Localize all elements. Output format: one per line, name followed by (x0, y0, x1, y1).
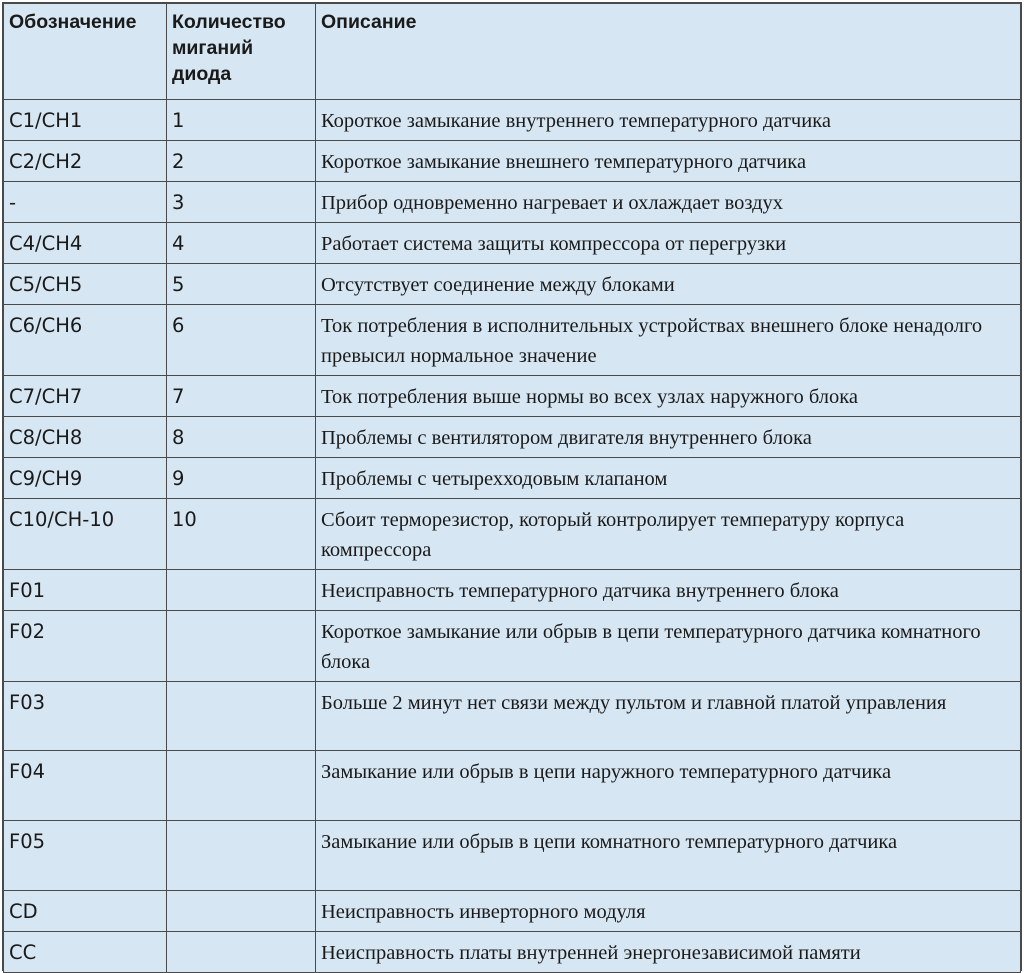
table-row (4, 264, 1021, 305)
table-row (4, 570, 1021, 611)
blink-count-cell (167, 932, 316, 973)
error-code-cell: C1/CH1 (4, 100, 167, 141)
header-description: Описание (316, 4, 1021, 100)
description-cell: Неисправность температурного датчика внутреннего блока (316, 570, 1021, 611)
blink-count-cell: 7 (167, 376, 316, 417)
blink-count-cell: 10 (167, 499, 316, 570)
error-code-cell: C10/CH-10 (4, 499, 167, 570)
error-code-cell: CD (4, 891, 167, 932)
blink-count-cell (167, 682, 316, 751)
description-cell: Замыкание или обрыв в цепи наружного температурного датчика (316, 751, 1021, 821)
description-cell: Ток потребления в исполнительных устройствах внешнего блоке ненадолго превысил нормальное значение (316, 305, 1021, 376)
table-body (4, 100, 1021, 973)
description-cell: Неисправность инверторного модуля (316, 891, 1021, 932)
description-cell: Неисправность платы внутренней энергонезависимой памяти (316, 932, 1021, 973)
blink-count-cell: 1 (167, 100, 316, 141)
table-row (4, 305, 1021, 376)
blink-count-cell: 4 (167, 223, 316, 264)
error-code-cell: - (4, 182, 167, 223)
table-row (4, 223, 1021, 264)
table-header-row (4, 4, 1021, 100)
header-blink-count-line-3: диода (172, 63, 232, 85)
header-blink-count-line-1: Количество (172, 11, 286, 33)
description-cell: Проблемы с вентилятором двигателя внутреннего блока (316, 417, 1021, 458)
table-row (4, 932, 1021, 973)
table-row (4, 891, 1021, 932)
header-blink-count-line-2: миганий (172, 37, 254, 59)
blink-count-cell: 9 (167, 458, 316, 499)
blink-count-cell (167, 891, 316, 932)
table-row (4, 751, 1021, 821)
header-blink-count (167, 4, 316, 100)
description-cell: Короткое замыкание внешнего температурного датчика (316, 141, 1021, 182)
table-row (4, 417, 1021, 458)
table-row (4, 499, 1021, 570)
description-cell: Прибор одновременно нагревает и охлаждает воздух (316, 182, 1021, 223)
table-row (4, 182, 1021, 223)
error-code-cell: C7/CH7 (4, 376, 167, 417)
error-codes-table-container (2, 2, 1022, 971)
table-row (4, 682, 1021, 751)
description-cell: Замыкание или обрыв в цепи комнатного температурного датчика (316, 821, 1021, 891)
error-code-cell: C6/CH6 (4, 305, 167, 376)
blink-count-cell: 5 (167, 264, 316, 305)
error-code-cell: CC (4, 932, 167, 973)
table-row (4, 611, 1021, 682)
table-row (4, 821, 1021, 891)
header-code: Обозначение (4, 4, 167, 100)
error-code-cell: F02 (4, 611, 167, 682)
error-code-cell: C8/CH8 (4, 417, 167, 458)
blink-count-cell (167, 570, 316, 611)
table-row (4, 376, 1021, 417)
description-cell: Работает система защиты компрессора от перегрузки (316, 223, 1021, 264)
description-cell: Ток потребления выше нормы во всех узлах наружного блока (316, 376, 1021, 417)
table-row (4, 100, 1021, 141)
blink-count-cell: 8 (167, 417, 316, 458)
description-cell: Отсутствует соединение между блоками (316, 264, 1021, 305)
error-code-cell: C5/CH5 (4, 264, 167, 305)
description-cell: Короткое замыкание или обрыв в цепи температурного датчика комнатного блока (316, 611, 1021, 682)
blink-count-cell: 3 (167, 182, 316, 223)
table-row (4, 141, 1021, 182)
error-code-cell: F05 (4, 821, 167, 891)
error-code-cell: F04 (4, 751, 167, 821)
error-code-cell: C2/CH2 (4, 141, 167, 182)
blink-count-cell: 6 (167, 305, 316, 376)
blink-count-cell (167, 821, 316, 891)
table-row (4, 458, 1021, 499)
error-code-cell: F01 (4, 570, 167, 611)
error-code-cell: F03 (4, 682, 167, 751)
blink-count-cell (167, 611, 316, 682)
description-cell: Проблемы с четырехходовым клапаном (316, 458, 1021, 499)
blink-count-cell: 2 (167, 141, 316, 182)
error-code-cell: C4/CH4 (4, 223, 167, 264)
error-codes-table (3, 3, 1021, 973)
description-cell: Короткое замыкание внутреннего температурного датчика (316, 100, 1021, 141)
description-cell: Сбоит терморезистор, который контролирует температуру корпуса компрессора (316, 499, 1021, 570)
description-cell: Больше 2 минут нет связи между пультом и главной платой управления (316, 682, 1021, 751)
blink-count-cell (167, 751, 316, 821)
error-code-cell: C9/CH9 (4, 458, 167, 499)
